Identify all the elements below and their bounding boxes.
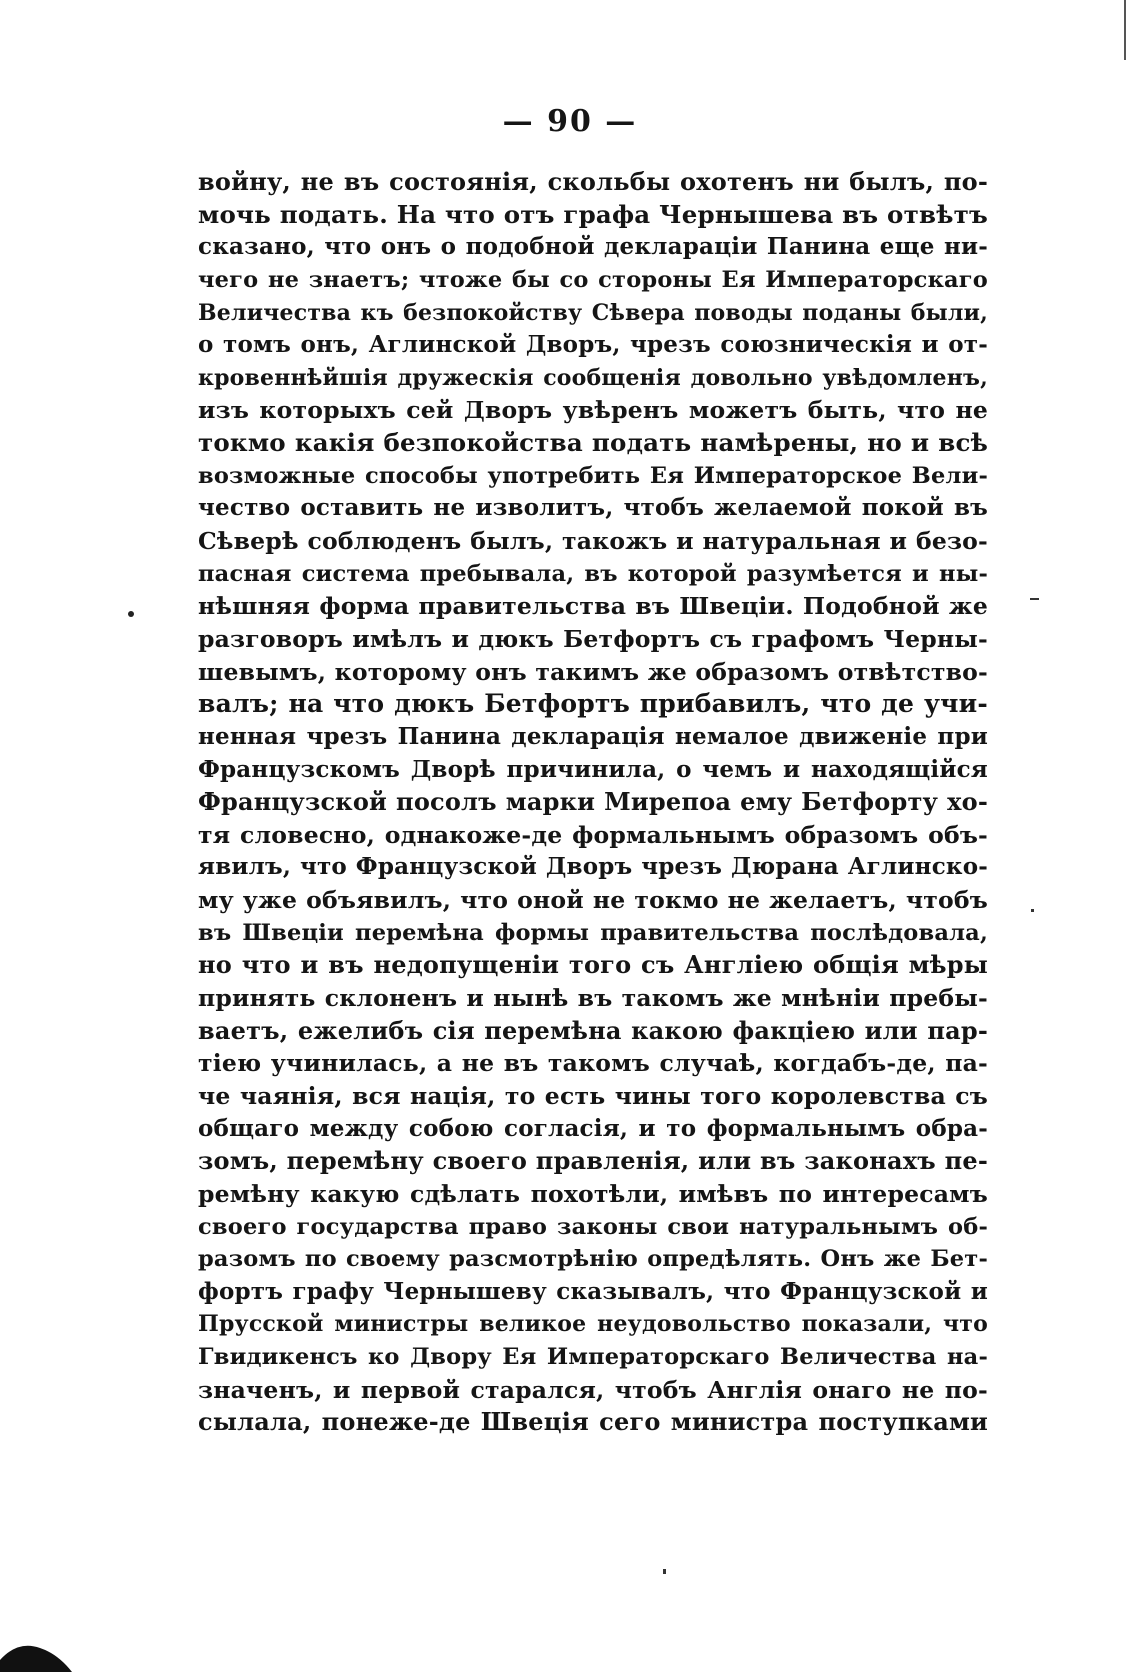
margin-dot <box>128 611 134 617</box>
text-line: зомъ, перемѣну своего правленiя, или въ законахъ пе- <box>198 1146 988 1176</box>
text-line: но что и въ недопущенiи того съ Англiею общiя мѣры <box>198 950 988 980</box>
text-line: сказано, что онъ о подобной декларацiи Панина еще ни- <box>198 233 988 261</box>
text-line: чего не знаетъ; чтоже бы со стороны Ея Императорскаго <box>198 266 988 293</box>
text-line: валъ; на что дюкъ Бетфортъ прибавилъ, что де учи- <box>198 689 988 719</box>
text-line: Французскомъ Дворѣ причинила, о чемъ и находящiйся <box>198 755 988 783</box>
text-line: Прусской министры великое неудовольство показали, что <box>198 1311 988 1338</box>
text-line: разговоръ имѣлъ и дюкъ Бетфортъ съ графомъ Черны- <box>198 624 988 653</box>
text-line: ваетъ, ежелибъ сiя перемѣна какою факцiею или пар- <box>198 1015 988 1045</box>
text-line: общаго между собою согласiя, и то формальнымъ обра- <box>198 1114 988 1142</box>
text-line: тiею учинилась, а не въ такомъ случаѣ, когдабъ-де, па- <box>198 1049 988 1078</box>
text-line: Сѣверѣ соблюденъ былъ, такожъ и натуральная и безо- <box>198 527 988 556</box>
text-line: Гвидикенсъ ко Двору Ея Императорскаго Величества на- <box>198 1344 988 1371</box>
text-line: Величества къ безпокойству Сѣвера поводы поданы были, <box>198 299 988 326</box>
text-line: своего государства право законы свои натуральнымъ об- <box>198 1213 988 1240</box>
text-line: че чаянiя, вся нацiя, то есть чины того королевства съ <box>198 1081 988 1110</box>
text-line: кровеннѣйшiя дружескiя сообщенiя довольно увѣдомленъ, <box>198 364 988 391</box>
text-line: войну, не въ состоянія, скольбы охотенъ ни былъ, по- <box>198 167 988 196</box>
body-text <box>198 166 988 1439</box>
text-line: значенъ, и первой старался, чтобъ Англiя онаго не по- <box>198 1375 988 1404</box>
text-line: нѣшняя форма правительства въ Швецiи. Подобной же <box>198 592 988 621</box>
scan-edge-line <box>1124 0 1126 60</box>
text-line: чество оставить не изволитъ, чтобъ желаемой покой въ <box>198 494 988 522</box>
page-number: — 90 — <box>502 104 638 139</box>
text-line: разомъ по своему разсмотрѣнiю опредѣлять. Онъ же Бет- <box>198 1246 988 1273</box>
text-line: возможные способы употребить Ея Императорское Вели- <box>198 462 988 489</box>
corner-smudge <box>0 1630 72 1672</box>
text-line: въ Швецiи перемѣна формы правительства послѣдовала, <box>198 919 988 946</box>
text-line: изъ которыхъ сей Дворъ увѣренъ можетъ быть, что не <box>198 396 988 425</box>
text-line: ненная чрезъ Панина декларацiя немалое движенiе при <box>198 722 988 750</box>
text-line: мочь подать. На что отъ графа Чернышева въ отвѣтъ <box>198 199 988 229</box>
text-line: сылала, понеже-де Швецiя сего министра поступками <box>198 1407 988 1437</box>
bottom-speck <box>663 1569 666 1574</box>
text-line: Французской посолъ марки Мирепоа ему Бетфорту хо- <box>198 787 988 817</box>
text-line: о томъ онъ, Аглинской Дворъ, чрезъ союзническiя и от- <box>198 331 988 359</box>
text-line: фортъ графу Чернышеву сказывалъ, что Французской и <box>198 1277 988 1305</box>
text-line: ремѣну какую сдѣлать похотѣли, имѣвъ по интересамъ <box>198 1179 988 1208</box>
margin-dash <box>1030 598 1039 600</box>
text-line: му уже объявилъ, что оной не токмо не желаетъ, чтобъ <box>198 886 988 915</box>
margin-speck <box>1031 909 1034 912</box>
text-line: принять склоненъ и нынѣ въ такомъ же мнѣнiи пребы- <box>198 984 988 1013</box>
text-line: явилъ, что Французской Дворъ чрезъ Дюрана Аглинско- <box>198 853 988 881</box>
text-line: шевымъ, которому онъ такимъ же образомъ отвѣтство- <box>198 657 988 686</box>
text-line: тя словесно, однакоже-де формальнымъ образомъ объ- <box>198 820 988 849</box>
text-line: пасная система пребывала, въ которой разумѣется и ны- <box>198 560 988 587</box>
text-line: токмо какiя безпокойства подать намѣрены, но и всѣ <box>198 428 988 458</box>
